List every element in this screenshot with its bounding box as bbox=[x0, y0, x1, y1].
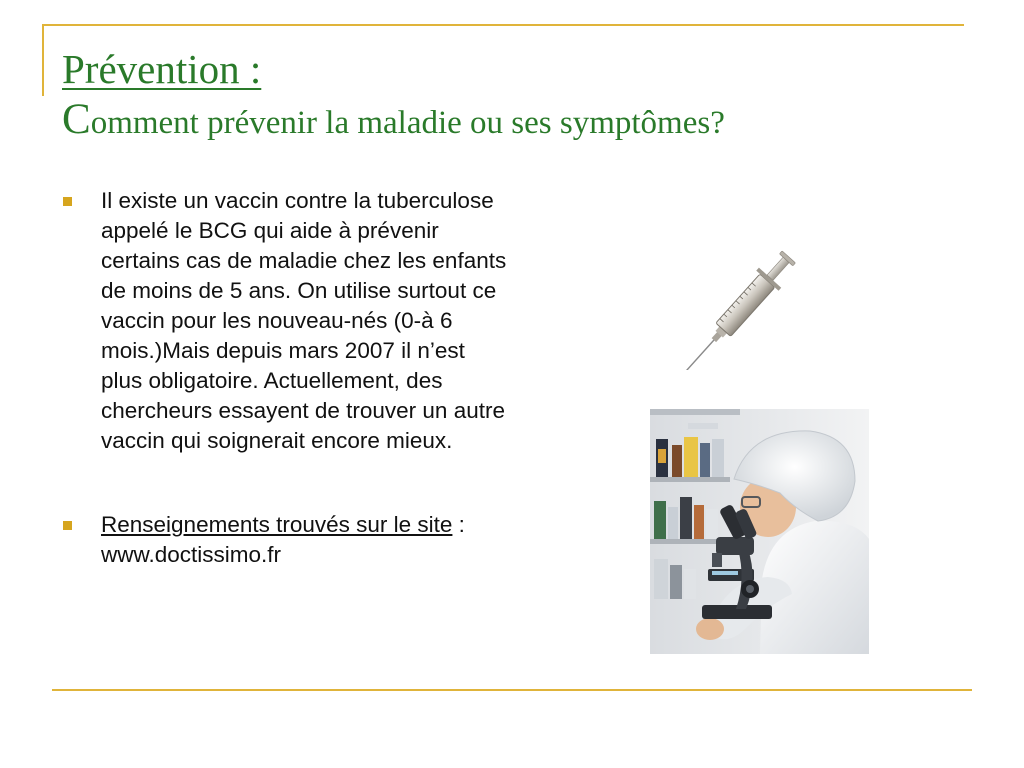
slide-subtitle bbox=[62, 96, 942, 143]
syringe-image bbox=[670, 230, 830, 370]
subtitle-initial: C bbox=[62, 96, 91, 143]
slide-title: Prévention : bbox=[62, 46, 262, 92]
lab-researcher-image bbox=[650, 409, 869, 654]
title-block bbox=[62, 44, 942, 143]
square-bullet-icon bbox=[63, 197, 72, 206]
source-link[interactable]: Renseignements trouvés sur le site bbox=[101, 512, 453, 537]
square-bullet-icon bbox=[63, 521, 72, 530]
source-url-text: : www.doctissimo.fr bbox=[101, 512, 465, 567]
bullet-vaccine-info bbox=[60, 186, 510, 456]
frame-top-line bbox=[42, 24, 964, 26]
bullet-vaccine-text: Il existe un vaccin contre la tuberculose appelé le BCG qui aide à prévenir certains cas de maladie chez les enfants de moins de 5 ans. On utilise surtout ce vaccin pour les nouveau-nés (0-à 6 mois.)Mais depuis mars 2007 il n’est plus obligatoire. Actuellement, des chercheurs essayent de trouver un autre vaccin qui soignerait encore mieux. bbox=[101, 188, 507, 453]
subtitle-rest: omment prévenir la maladie ou ses symptômes? bbox=[90, 105, 725, 141]
frame-left-line bbox=[42, 24, 44, 96]
bullet-source bbox=[60, 510, 510, 570]
frame-bottom-line bbox=[52, 689, 972, 691]
bullet-list bbox=[60, 186, 510, 570]
